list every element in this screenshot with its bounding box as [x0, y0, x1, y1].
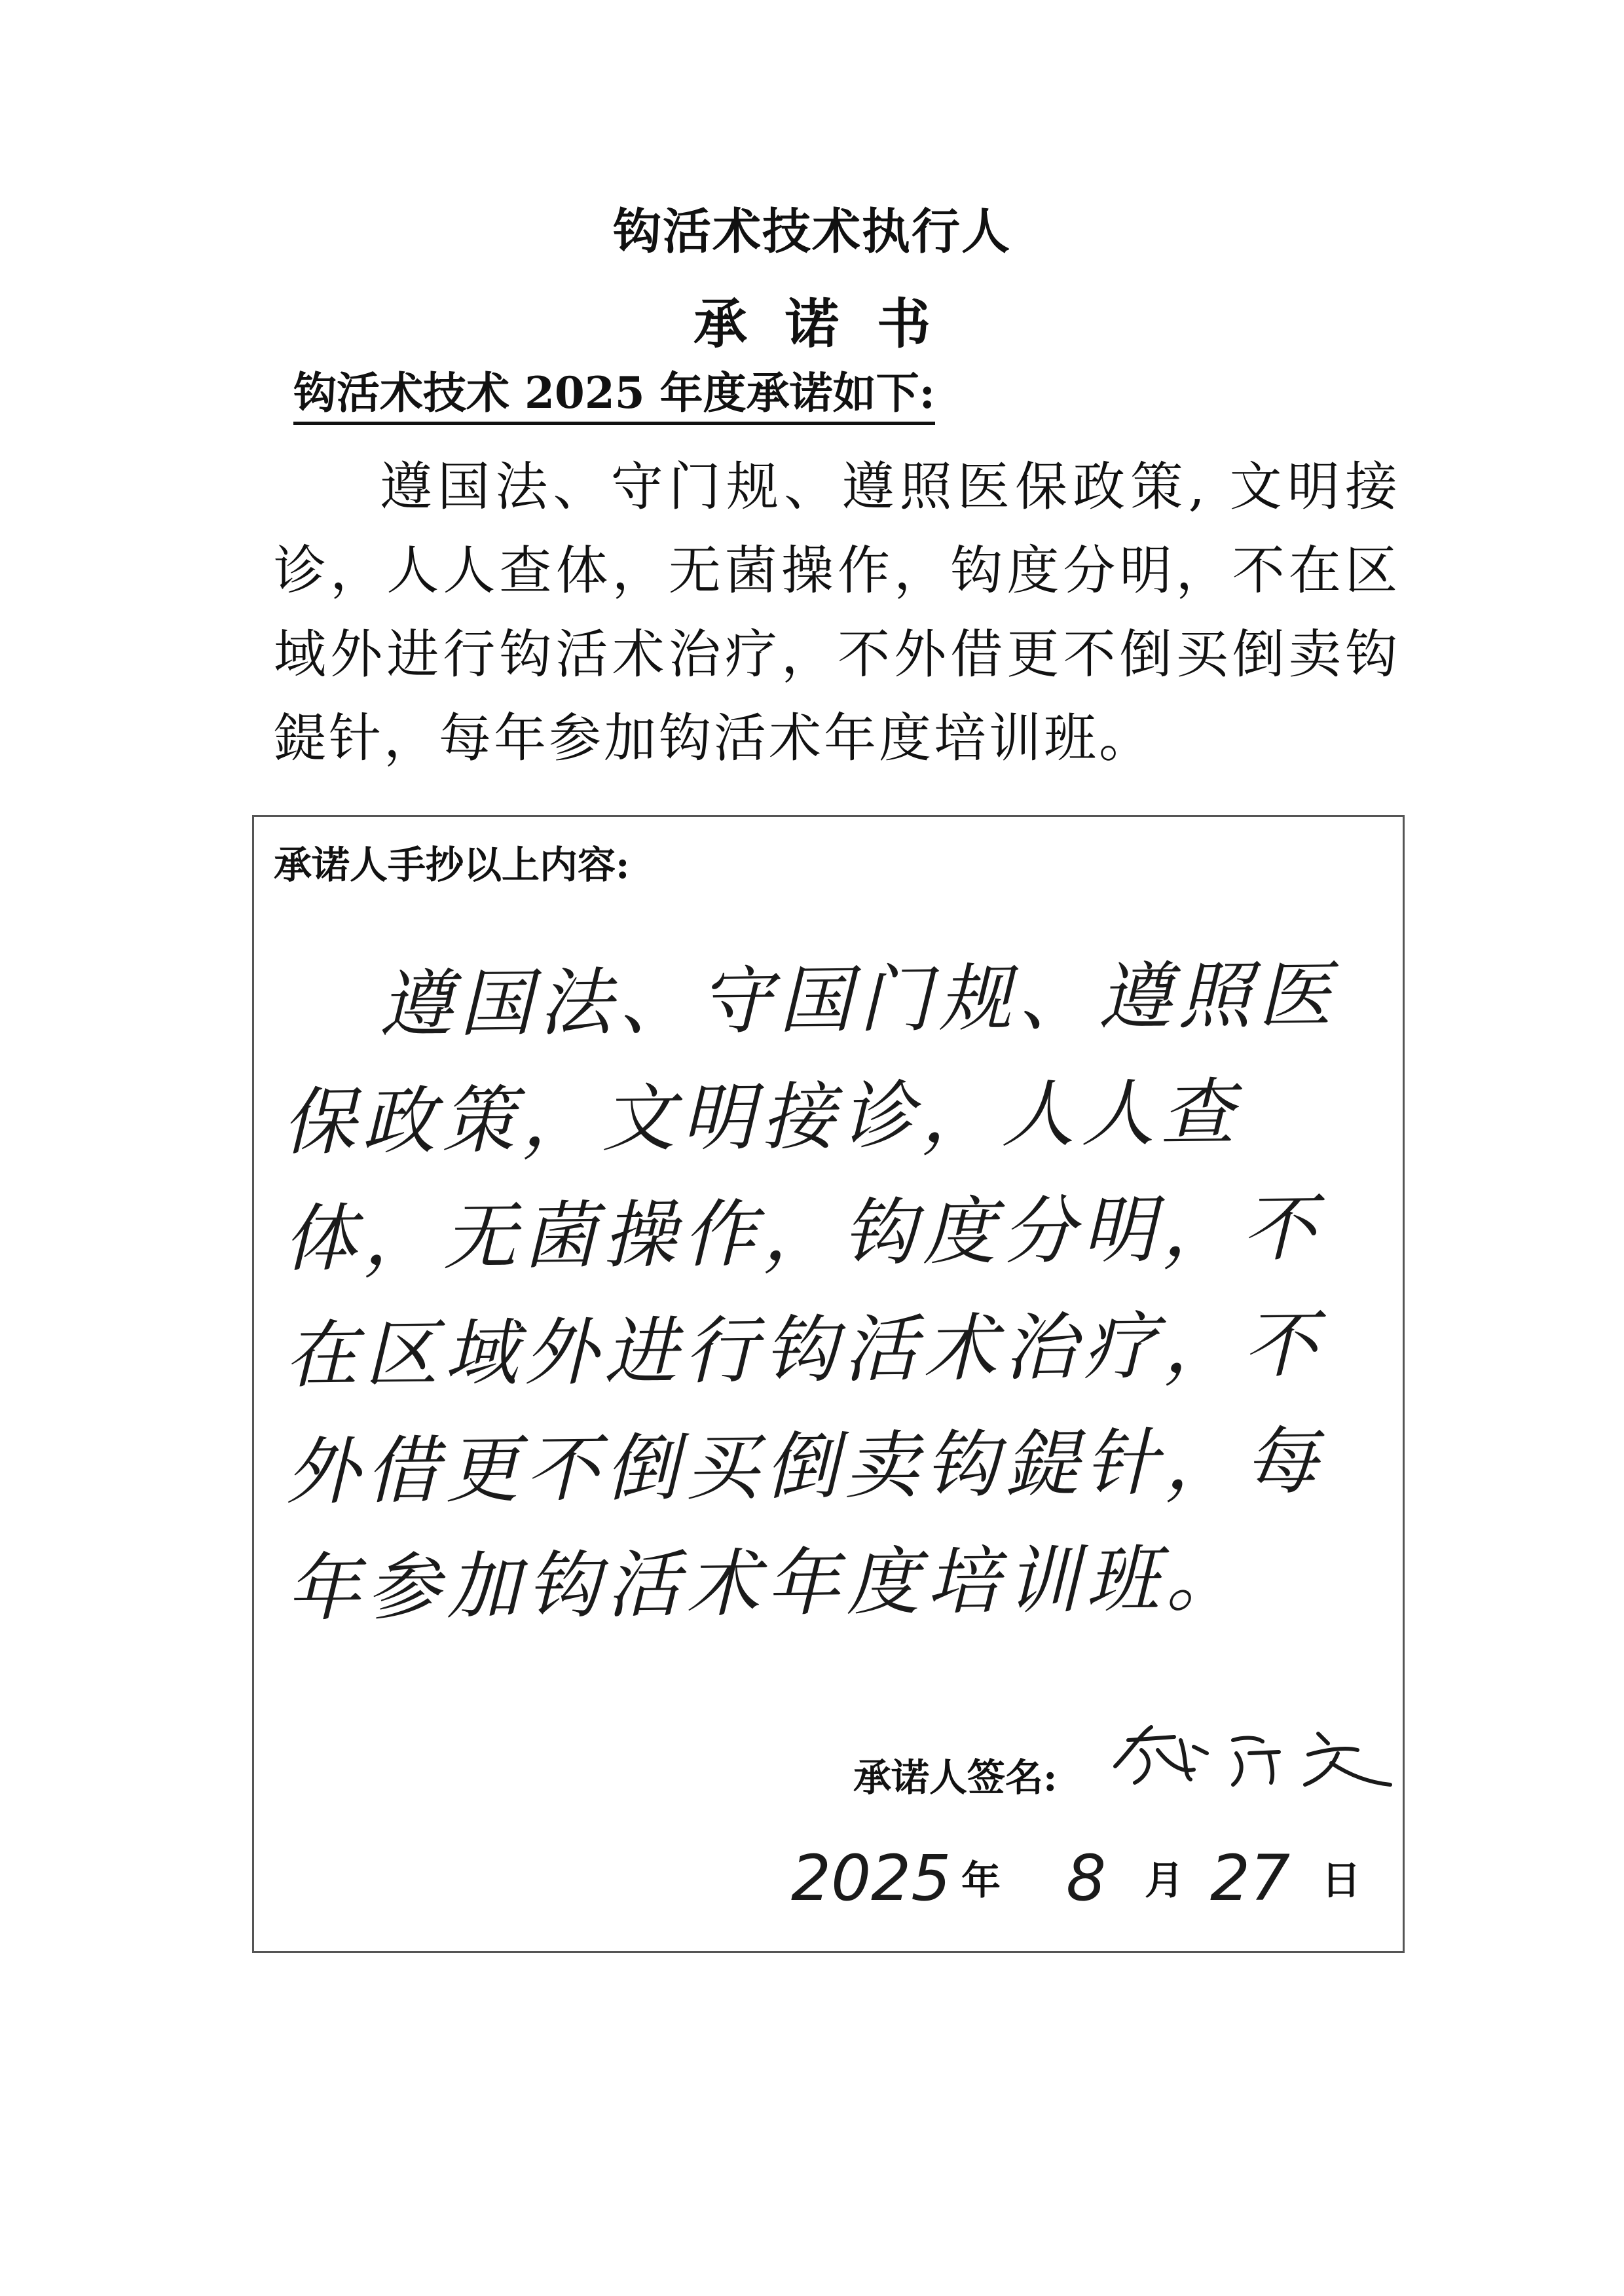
date-month-unit: 月 [1145, 1858, 1184, 1904]
date-year: 2025 [791, 1842, 951, 1915]
intro-line: 钩活术技术 2025 年度承诺如下: [293, 367, 935, 425]
commitment-body: 遵国法、守门规、遵照医保政策, 文明接诊，人人查体，无菌操作，钩度分明，不在区域外进行钩活术治疗，不外借更不倒买倒卖钩鍉针，每年参加钩活术年度培训班。 [274, 456, 1400, 769]
date-day: 27 [1210, 1842, 1291, 1915]
handwritten-copy: 遵国法、守国门规、遵照医保政策，文明接诊，人人查体，无菌操作，钩度分明，不在区域外进行钩活术治疗，不外借更不倒买倒卖钩鍉针，每年参加钩活术年度培训班。 [282, 953, 1338, 1631]
date-row [791, 1835, 1380, 1933]
handwritten-signature [1102, 1714, 1403, 1793]
handcopy-box [252, 815, 1405, 1953]
signature-label: 承诺人签名: [853, 1755, 1058, 1800]
date-day-unit: 日 [1321, 1858, 1361, 1904]
document-title-line-2: 承诺书 [693, 293, 969, 355]
handcopy-label: 承诺人手抄以上内容: [274, 843, 630, 887]
document-title-line-1: 钩活术技术执行人 [613, 204, 1011, 260]
date-year-unit: 年 [961, 1858, 1001, 1904]
date-month: 8 [1066, 1842, 1107, 1915]
